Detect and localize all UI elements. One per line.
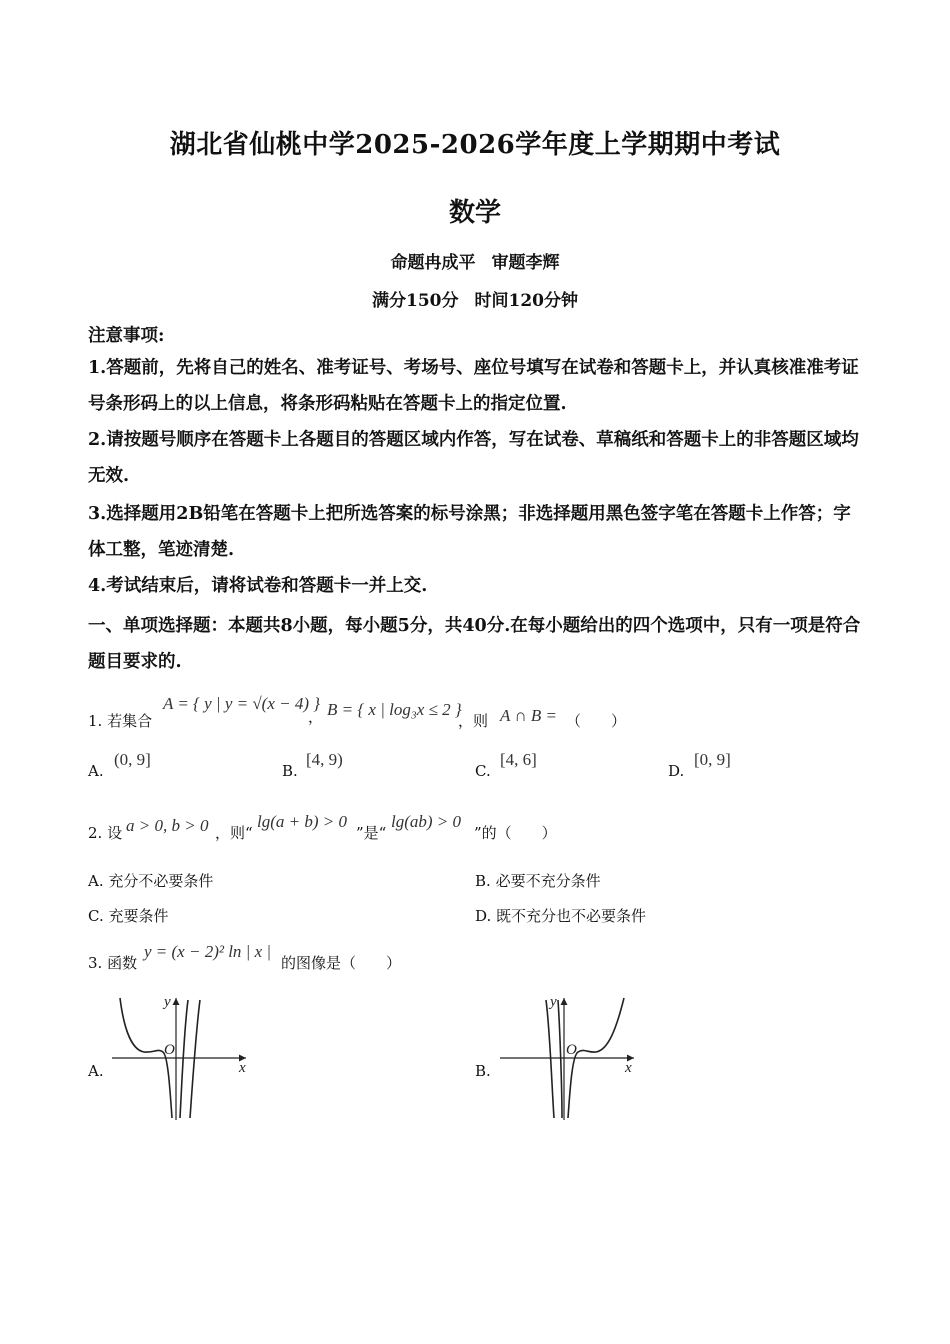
set-a-formula: A = { y | y = √(x − 4) }: [163, 694, 321, 713]
origin-label: O: [164, 1042, 175, 1058]
author: 命题冉成平: [390, 253, 476, 273]
question-text: 设: [107, 824, 123, 842]
question-text: 函数: [107, 954, 138, 972]
option-text: 必要不充分条件: [495, 872, 601, 890]
curve-mid: [180, 1000, 188, 1118]
question-text: ，则: [458, 712, 489, 730]
q1-option-c-value: [4, 6]: [500, 750, 537, 769]
section-heading: 一、单项选择题：本题共8小题，每小题5分，共40分.在每小题给出的四个选项中，只有一项是符合题目要求的.: [88, 616, 861, 672]
q3-graph-b: [496, 990, 641, 1122]
notice-item-3: 3.选择题用2B铅笔在答题卡上把所选答案的标号涂黑；非选择题用黑色签字笔在答题卡上作答；字体工整，笔迹清楚.: [88, 504, 851, 560]
comma: ，: [308, 708, 324, 726]
option-label: D.: [668, 762, 685, 780]
question-2: [88, 822, 122, 843]
question-number: 1.: [88, 712, 103, 730]
q3-option-a[interactable]: [88, 1062, 104, 1080]
option-text: 充要条件: [108, 907, 169, 925]
notice-item-4: 4.考试结束后，请将试卷和答题卡一并上交.: [88, 576, 428, 596]
exam-time: 时间120分钟: [474, 291, 578, 311]
option-label: B.: [282, 762, 298, 780]
set-b-formula: B = { x | log₃x ≤ 2 }: [327, 700, 462, 719]
question-number: 3.: [88, 954, 103, 972]
question-1: [88, 710, 152, 731]
q2-option-b[interactable]: [475, 870, 601, 891]
page-title: 湖北省仙桃中学2025-2026学年度上学期期中考试: [169, 130, 781, 160]
q1-option-b-value: [4, 9): [306, 750, 343, 769]
answer-paren: （ ）: [566, 712, 627, 730]
q3-option-b[interactable]: [475, 1062, 491, 1080]
question-text: 若集合: [107, 712, 153, 730]
x-axis-label: x: [239, 1060, 246, 1076]
option-label: D.: [475, 907, 492, 925]
function-formula: y = (x − 2)² ln | x |: [144, 942, 272, 961]
subject-title: 数学: [448, 198, 501, 228]
question-text: ”的（ ）: [474, 824, 557, 842]
option-label: B.: [475, 1062, 491, 1080]
curve-mid-left: [558, 1000, 562, 1118]
question-3: [88, 952, 137, 973]
question-number: 2.: [88, 824, 103, 842]
question-text: ，则“: [215, 824, 253, 842]
q1-option-a[interactable]: [88, 762, 104, 780]
proposition-q: lg(ab) > 0: [391, 812, 462, 831]
option-label: A.: [88, 762, 104, 780]
reviewer: 审题李辉: [491, 253, 560, 273]
curve-left: [546, 1000, 554, 1118]
option-label: C.: [88, 907, 104, 925]
option-label: A.: [88, 872, 104, 890]
question-text: 的图像是（ ）: [281, 954, 402, 972]
option-text: 既不充分也不必要条件: [496, 907, 647, 925]
origin-label: O: [566, 1042, 577, 1058]
q1-option-d[interactable]: [668, 762, 684, 780]
condition-formula: a > 0, b > 0: [126, 816, 209, 835]
q1-option-b[interactable]: [282, 762, 298, 780]
q2-option-c[interactable]: [88, 905, 169, 926]
option-label: C.: [475, 762, 491, 780]
q1-option-c[interactable]: [475, 762, 491, 780]
notice-item-1: 1.答题前，先将自己的姓名、准考证号、考场号、座位号填写在试卷和答题卡上，并认真核准准考证号条形码上的以上信息，将条形码粘贴在答题卡上的指定位置.: [88, 358, 859, 414]
question-text: ”是“: [356, 824, 387, 842]
q1-option-a-value: (0, 9]: [114, 750, 151, 769]
x-axis-label: x: [625, 1060, 632, 1076]
q2-option-a[interactable]: [88, 870, 213, 891]
option-label: B.: [475, 872, 491, 890]
authors-line: [0, 248, 950, 273]
q2-option-d[interactable]: [475, 905, 646, 926]
q1-option-d-value: [0, 9]: [694, 750, 731, 769]
option-text: 充分不必要条件: [108, 872, 214, 890]
y-axis-label: y: [164, 994, 171, 1010]
option-label: A.: [88, 1062, 104, 1080]
curve-right: [190, 1000, 200, 1118]
notice-item-2: 2.请按题号顺序在答题卡上各题目的答题区域内作答，写在试卷、草稿纸和答题卡上的非答题区域均无效.: [88, 430, 859, 486]
intersection-expr: A ∩ B =: [500, 706, 557, 725]
q3-graph-a: [108, 990, 253, 1122]
proposition-p: lg(a + b) > 0: [257, 812, 347, 831]
full-score: 满分150分: [372, 291, 459, 311]
y-axis-label: y: [550, 994, 557, 1010]
notice-heading: 注意事项:: [88, 326, 165, 346]
exam-meta: [0, 286, 950, 311]
